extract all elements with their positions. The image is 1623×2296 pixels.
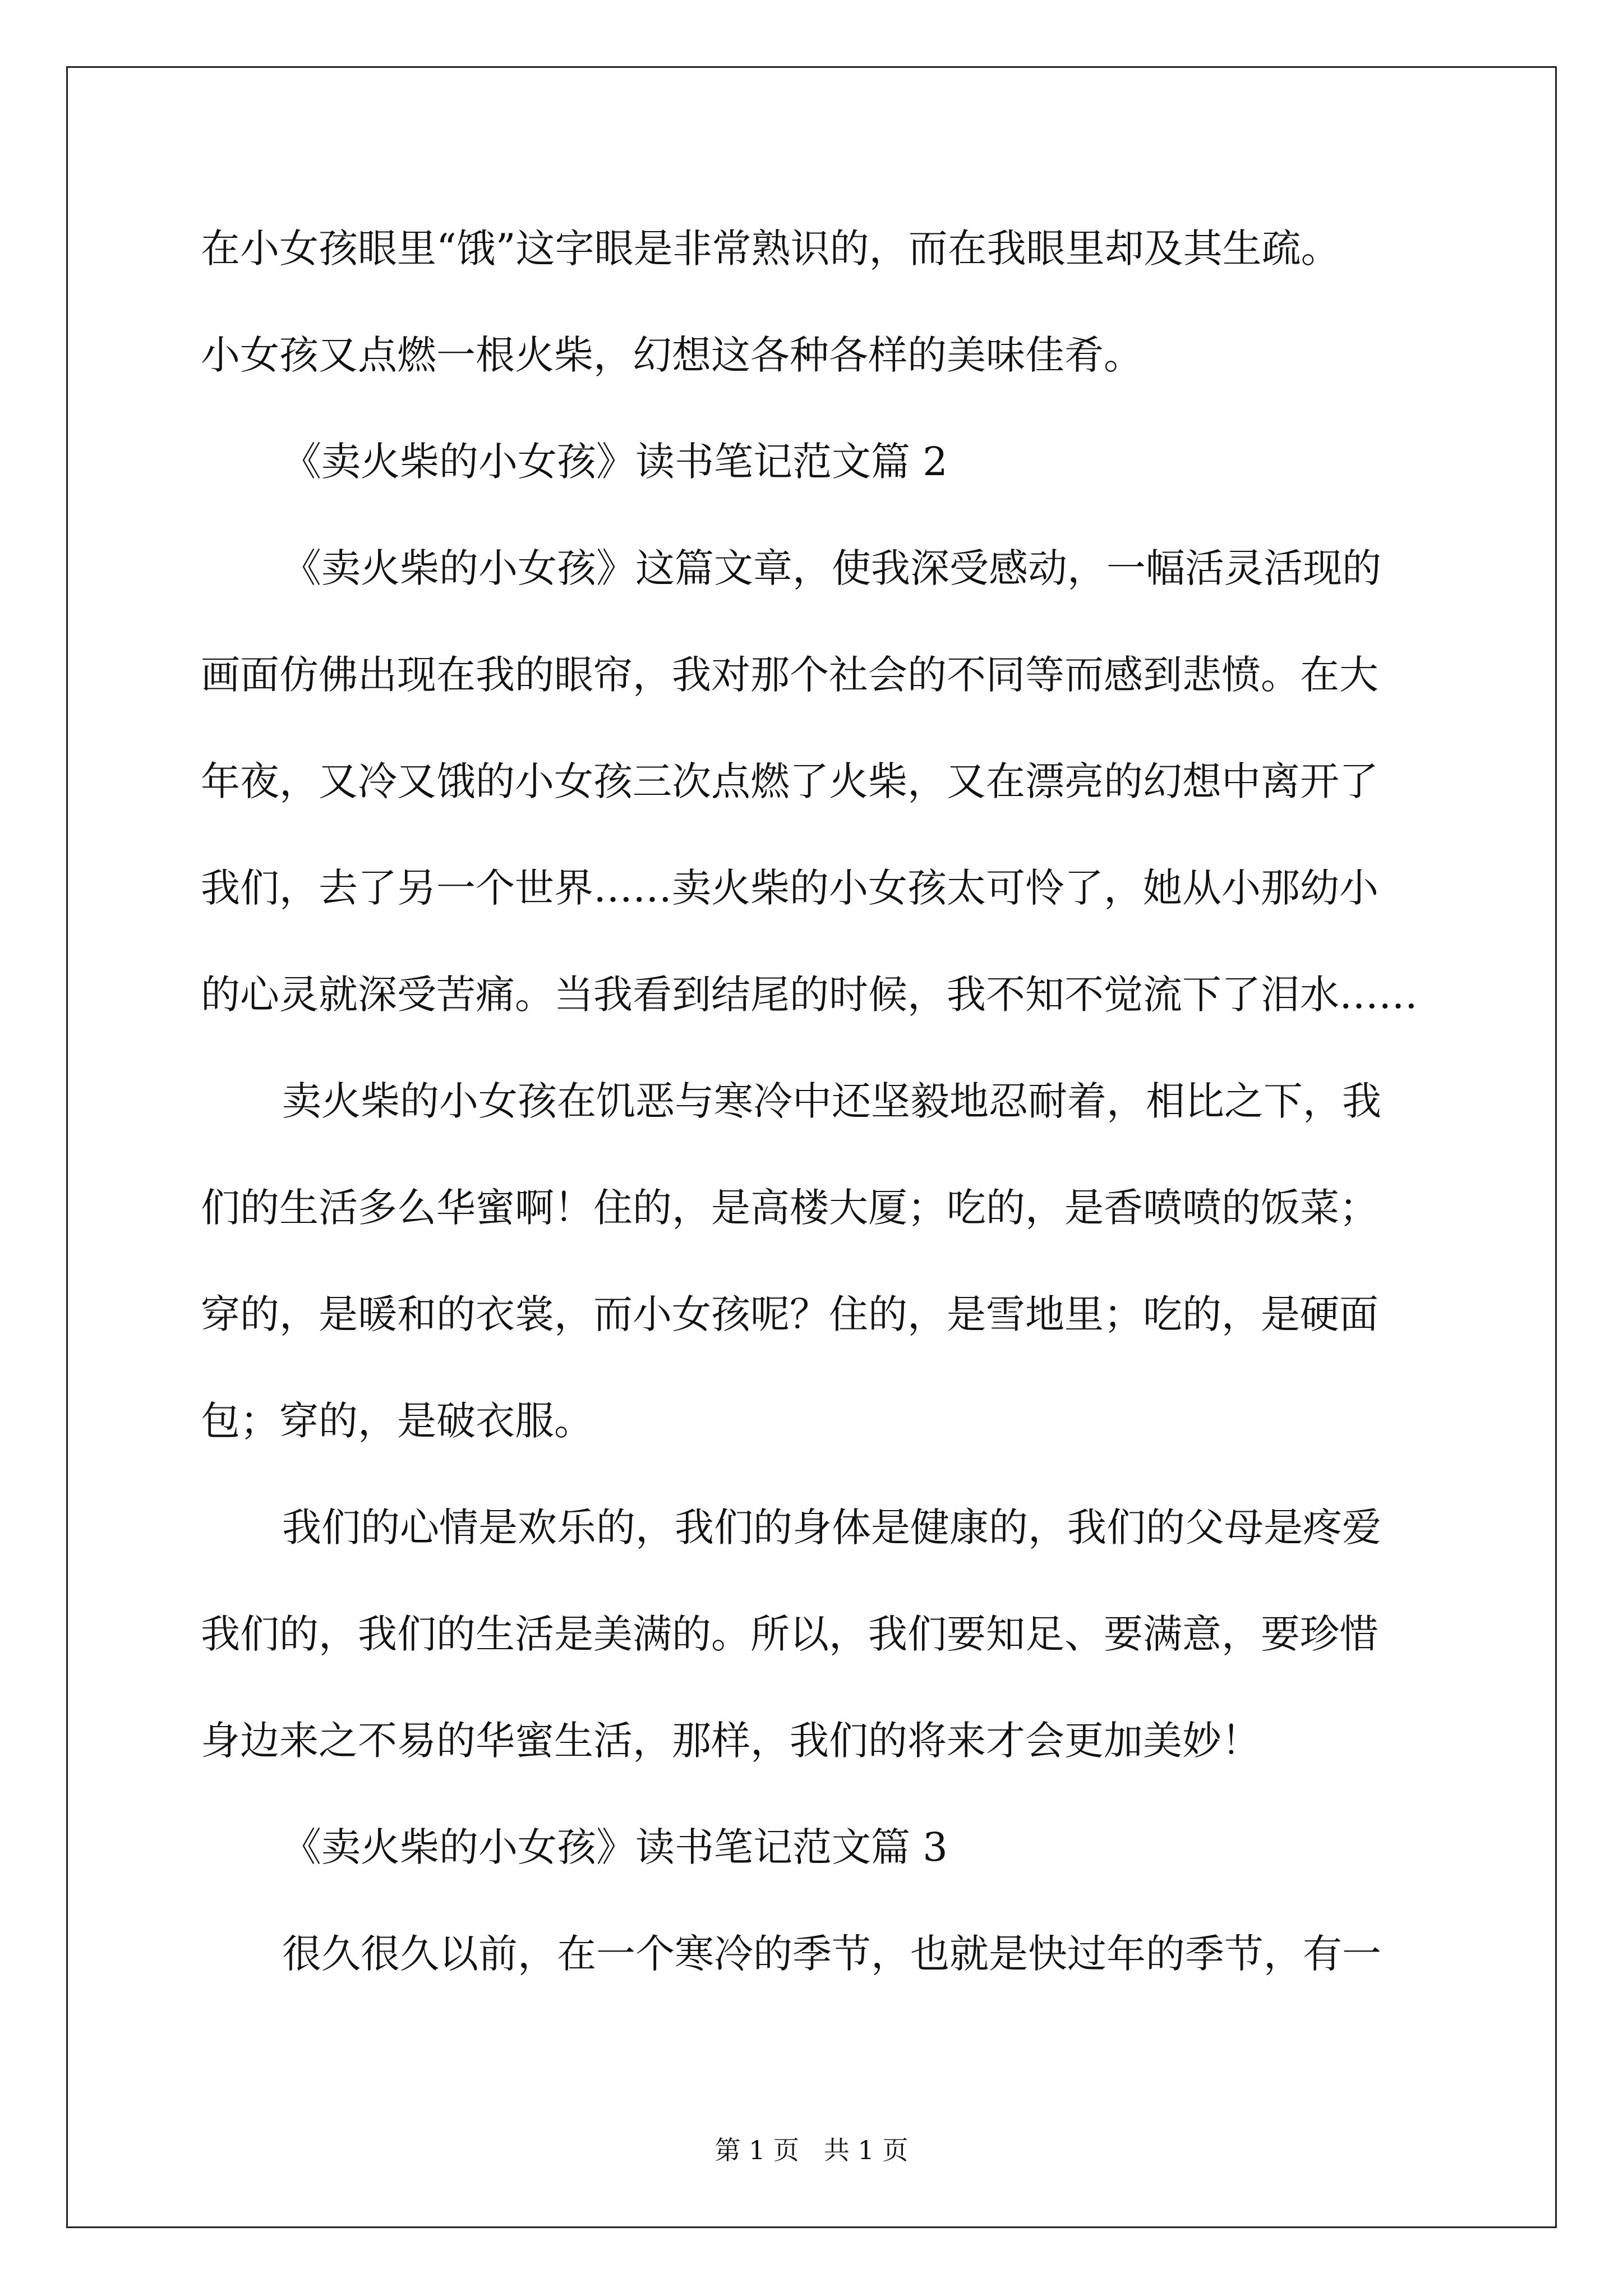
page-footer: 第 1 页 共 1 页 <box>714 2135 909 2165</box>
page-border <box>66 66 1557 2228</box>
text-line-2: 小女孩又点燃一根火柴，幻想这各种各样的美味佳肴。 <box>201 332 1143 378</box>
section-heading-2: 《卖火柴的小女孩》读书笔记范文篇 2 <box>282 439 948 485</box>
text-line-5: 画面仿佛出现在我的眼帘，我对那个社会的不同等而感到悲愤。在大 <box>201 652 1378 698</box>
text-line-13: 我们的心情是欢乐的，我们的身体是健康的，我们的父母是疼爱 <box>282 1504 1381 1550</box>
text-line-12: 包；穿的，是破衣服。 <box>201 1398 593 1444</box>
text-line-1: 在小女孩眼里“饿”这字眼是非常熟识的，而在我眼里却及其生疏。 <box>201 226 1340 272</box>
text-line-14: 我们的，我们的生活是美满的。所以，我们要知足、要满意，要珍惜 <box>201 1611 1378 1657</box>
text-line-4: 《卖火柴的小女孩》这篇文章，使我深受感动，一幅活灵活现的 <box>282 545 1381 591</box>
text-line-17: 很久很久以前，在一个寒冷的季节，也就是快过年的季节，有一 <box>282 1931 1381 1977</box>
text-line-7: 我们，去了另一个世界……卖火柴的小女孩太可怜了，她从小那幼小 <box>201 865 1378 911</box>
text-line-10: 们的生活多么华蜜啊！住的，是高楼大厦；吃的，是香喷喷的饭菜； <box>201 1185 1378 1231</box>
text-line-15: 身边来之不易的华蜜生活，那样，我们的将来才会更加美妙！ <box>201 1718 1261 1764</box>
text-line-11: 穿的，是暖和的衣裳，而小女孩呢？住的，是雪地里；吃的，是硬面 <box>201 1291 1378 1337</box>
text-line-6: 年夜，又冷又饿的小女孩三次点燃了火柴，又在漂亮的幻想中离开了 <box>201 758 1378 804</box>
text-line-9: 卖火柴的小女孩在饥恶与寒冷中还坚毅地忍耐着，相比之下，我 <box>282 1078 1381 1124</box>
text-line-8: 的心灵就深受苦痛。当我看到结尾的时候，我不知不觉流下了泪水…… <box>201 972 1418 1018</box>
section-heading-3: 《卖火柴的小女孩》读书笔记范文篇 3 <box>282 1824 948 1870</box>
